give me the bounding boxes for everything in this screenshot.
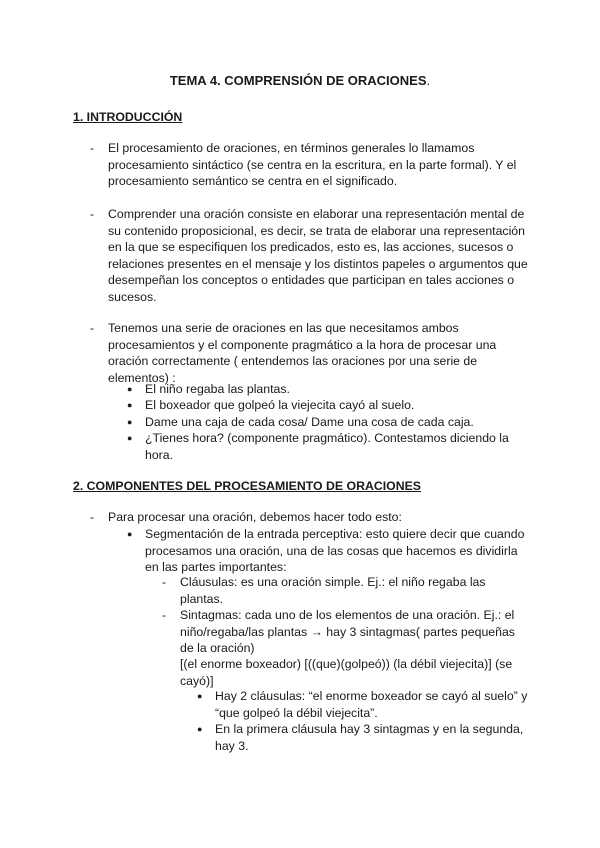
dash-marker: - — [90, 510, 95, 524]
bullet-item — [127, 526, 527, 576]
bullet-marker: ● — [197, 724, 203, 734]
paragraph: Tenemos una serie de oraciones en las que necesitamos ambos procesamientos y el componente pragmático a la hora de procesar una oración correctamente ( entendemos las oraciones por una serie de elementos) : — [108, 321, 497, 385]
bullet-item — [127, 397, 547, 414]
bullet-text: El niño regaba las plantas. — [145, 382, 290, 396]
page-title — [0, 73, 600, 90]
sub-bullet-item — [197, 721, 537, 754]
dash-marker: - — [162, 575, 167, 589]
list-item — [90, 509, 530, 526]
sub-bullet-text: En la primera cláusula hay 3 sintagmas y en la segunda, hay 3. — [215, 722, 524, 753]
bullet-marker: ● — [197, 691, 203, 701]
title-dot: . — [426, 73, 431, 88]
sub-list-item — [162, 607, 524, 657]
sub-list-item — [162, 574, 522, 607]
bullet-text: Dame una caja de cada cosa/ Dame una cosa de cada caja. — [145, 415, 474, 429]
bullet-text: Segmentación de la entrada perceptiva: esto quiere decir que cuando procesamos una oración, una de las cosas que hacemos es dividirla en las partes importantes: — [145, 527, 525, 574]
dash-marker: - — [162, 608, 167, 622]
bullet-marker: ● — [127, 433, 133, 443]
section-heading-introduccion: 1. INTRODUCCIÓN — [73, 110, 183, 124]
bullet-marker: ● — [127, 529, 133, 539]
sub-bullet-item — [197, 688, 537, 721]
sub-bullet-text: Hay 2 cláusulas: “el enorme boxeador se cayó al suelo” y “que golpeó la débil viejecita”. — [215, 689, 528, 720]
dash-marker: - — [90, 207, 95, 221]
bullet-item — [127, 430, 517, 463]
bullet-marker: ● — [127, 384, 133, 394]
paragraph: Para procesar una oración, debemos hacer todo esto: — [108, 510, 402, 524]
paragraph: Comprender una oración consiste en elaborar una representación mental de su contenido proposicional, es decir, se trata de elaborar una representación en la que se especifiquen los predicados, esto es, las acciones, sucesos o relaciones presentes en el mensaje y los distintos papeles o argumentos que desempeñan los conceptos o entidades que participan en tales acciones o sucesos. — [108, 207, 528, 304]
section-heading-componentes: 2. COMPONENTES DEL PROCESAMIENTO DE ORACIONES — [73, 479, 422, 493]
sub-item-text: Sintagmas: cada uno de los elementos de una oración. Ej.: el niño/regaba/las plantas → hay 3 sintagmas( partes pequeñas de la oración) — [180, 608, 515, 655]
dash-marker: - — [90, 141, 95, 155]
bullet-marker: ● — [127, 400, 133, 410]
list-item — [90, 206, 530, 305]
bullet-item — [127, 414, 547, 431]
bullet-marker: ● — [127, 417, 133, 427]
list-item — [90, 140, 530, 190]
dash-marker: - — [90, 321, 95, 335]
title-text: TEMA 4. COMPRENSIÓN DE ORACIONES — [169, 73, 427, 88]
paragraph: El procesamiento de oraciones, en términos generales lo llamamos procesamiento sintáctico (se centra en la escritura, en la parte formal). Y el procesamiento semántico se centra en el significado. — [108, 141, 517, 188]
sub-item-text: Cláusulas: es una oración simple. Ej.: el niño regaba las plantas. — [180, 575, 486, 606]
bullet-item — [127, 381, 547, 398]
bracket-example: [(el enorme boxeador) [((que)(golpeó)) (la débil viejecita)] (se cayó)] — [180, 657, 513, 688]
bullet-text: ¿Tienes hora? (componente pragmático). Contestamos diciendo la hora. — [145, 431, 509, 462]
bullet-text: El boxeador que golpeó la viejecita cayó al suelo. — [145, 398, 415, 412]
list-item — [90, 320, 530, 386]
